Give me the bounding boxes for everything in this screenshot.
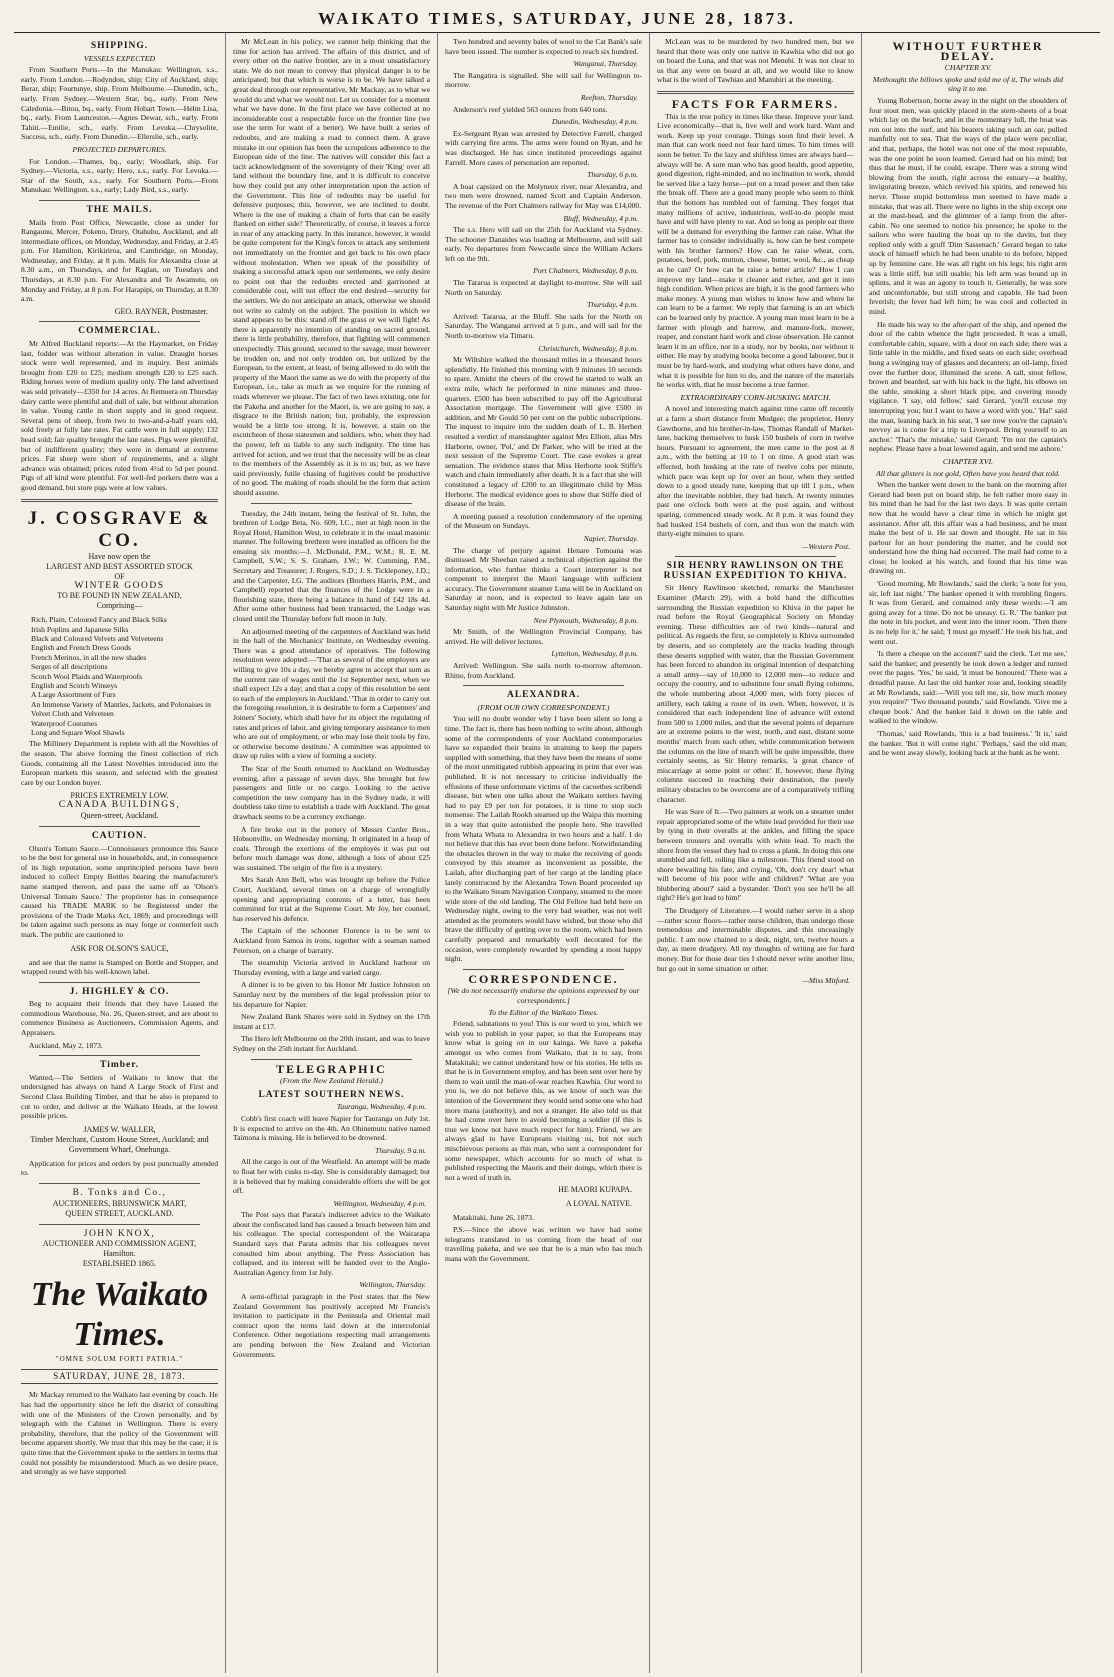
divider xyxy=(39,826,200,827)
facts-for-farmers-heading: FACTS FOR FARMERS. xyxy=(671,96,840,111)
divider xyxy=(463,685,624,686)
cosgrave-text: The Millinery Department is replete with all the Novelties of the season. The above forming the finest collection of rich Goods, containing all the Latest Novelties introduced into the European markets this season, and selected with the greatest care by our London buyer. xyxy=(21,739,218,787)
cosgrave-footer xyxy=(21,791,218,821)
paper-date: SATURDAY, JUNE 28, 1873. xyxy=(21,1369,218,1385)
projected-departures-text: For London.—Thames, bq., early; Woodlark, ship. For Sydney.—Victoria, s.s., early; Hero, s.s., early. For Levuka.—Star of the South, s.s., early. For Southern Ports.—From Manukau: Wellington, s.s., early; Lady Bird, s.s., early. xyxy=(21,156,218,195)
article-paragraph: Mr McLean in his policy, we cannot help thinking that the time for action has arrived. The affairs of this district, and of every other on the native frontier, are in a most unsatisfactory state. We do not mean to convey that physical danger is to be anticipated; but that which is worse is to be. We have talked a great deal through our representative, Mr Mackay, as to what we would do and what we would not. Let us consider for a moment what we have done. In the first place we have collected at no inconsiderable cost a respectable force on the frontier line (we use the term for want of a better). We have built a series of redoubts, and are making a road to connect them. A grave mistake in our opinion has been the scrupulous adherence to the European side of the line. The natives will consider this fact a tacit acknowledgment of the sovereignty of their 'King' over all land without the boundary line, and it is difficult to conceive how they could put any other interpretation upon the action of the Government. This line of redoubts may be useful for defensive purposes; this, however, we are inclined to doubt. Where is the use of making a chain of forts that can be easily flanked on either side? Theoretically, of course, it leaves a force in rear of any attacking party. In this instance, however, it would be quite competent for the King's forces to attack any settlement not immediately on the frontier and get back to his own place without molestation. When we speak of the possibility of making a successful attack upon our settlements, we only desire to point out that the redoubts erected and garrisoned at considerable cost, will not effect the end desired—security for the settlers. We do not anticipate an attack, otherwise we should not write so calmly on the subject. The position in which we stand appears to be this: stand off the grass or we will fight! As there is apparently no intention of standing on sacred ground, there is little probability, therefore, that fighting will commence unexpectedly. This ground, secured to the savage, must however be trodden on, and not only trodden on, but utilized by the European, to the extent, at least, of being allowed to do with the property of the Maori the same as we do with the property of the European, i.e., take as much as we require for the running of roads wherever we please. The fact of two laws existing, one for the Pakeha and another for the Maori, is, we are going to say, a disgrace to the British nation; but, probably, the expression would be a little too strong. It is, however, a stain on the escutcheon of those statesmen and soldiers, who, when they had the power, left us liable to any such indignity. The time has arrived for action, and we trust that the necessity will be as clear to the members of the Assembly as it is to us; but, as we have said previously, futile chasing of fugitives could be productive of no good. The making of roads should be the form that action should assume. xyxy=(233,37,430,497)
dateline: Dunedin, Wednesday, 4 p.m. xyxy=(552,117,638,127)
telegram-text: Anderson's reef yielded 563 ounces from 640 tons. xyxy=(453,104,608,114)
page-masthead: WAIKATO TIMES, SATURDAY, JUNE 28, 1873. xyxy=(14,6,1100,33)
article-paragraph: A fire broke out in the pottery of Messrs Carder Bros., Hobsonville, on Wednesday morning. It originated in a heap of coals. Through the exertions of the employés it was put out before much damage was done, although a loss of about £25 was sustained. The origin of the fire is a mystery. xyxy=(233,824,430,872)
alexandra-text: You will no doubt wonder why I have been silent so long a time. The fact is, there has been nothing to write about, although some of the correspondents of your Auckland contemporaries have so expanded their brains in straining to keep the papers supplied with something, that they have been the means of some of the most unmitigated rubbish appearing in print that ever was published. It is not necessary to criticise individually the effusions of these unfortunate victims of the cacoethes scribendi disease, but when one talks about the Waikato settlers having had to pay £9 per ton for potatoes, it is time to stop such nonsense. The Lailah Rookh steamed up the Waipa this morning in a way that quite astonished the people here. She travelled from Whata Whata to Alexandra in two hours and a half. I do not believe that this has ever been done before. Notwithstanding the obstacles thrown in the way to make the receiving of goods conveyed by this steamer as inconvenient as possible, the Lailah, after discharging part of her cargo at the landing place lately constructed by the Alexandra Town Board proceeded up to the Waikato Steam Navigation Company, steamed to the more wide store of the old landing. The Old Fellow had held here on Wednesday night, owing to the very bad weather, was not well attended as the promoters would have wished, but those who did brave the difficulty of getting over to the room, which had been carefully prepared and remarkably well decorated for the occasion, were completely rewarded by spending a most happy night. xyxy=(445,714,642,964)
cosgrave-line: WINTER GOODS xyxy=(74,580,165,591)
cosgrave-item-list xyxy=(31,615,218,737)
correspondence-continued: McLean was to be murdered by two hundred men, but we heard that there was only one native in Kawhia who did not go on board the Luna, and that was not Menehi. It was not clear to us that any were on board at all, and we would like to know what is the word of Tawhiao and Manuhiri at the meeting. xyxy=(657,37,854,85)
caution-text: Olson's Tomato Sauce.—Connoisseurs pronounce this Sauce to be the best for general use in households, and, in consequence of its high reputation, some unprincipled persons have been induced to collect Empty Bottles bearing the manufacturer's name stamped thereon, and pass the same off as 'Olson's Universal Tomato Sauce.' The proprietor has in consequence caused his TRADE MARK to be Registered under the provisions of the Trade Marks Act, 1869; and proceedings will be taken against such persons as may forge or counterfeit such mark. The public are cautioned to xyxy=(21,843,218,939)
timber-address: Timber Merchant, Custom House Street, Auckland; and Government Wharf, Onehunga. xyxy=(30,1134,209,1154)
tonks-line: AUCTIONEERS, BRUNSWICK MART, xyxy=(52,1198,187,1208)
divider xyxy=(657,91,854,94)
dateline: Wellington, Wednesday, 4 p.m. xyxy=(333,1198,426,1208)
chapter-heading: CHAPTER XVI. xyxy=(942,456,994,466)
highley-date: Auckland, May 2, 1873. xyxy=(29,1040,103,1050)
dateline: Wanganui, Thursday. xyxy=(573,59,638,69)
knox-established: ESTABLISHED 1865. xyxy=(82,1259,157,1269)
knox-town: Hamilton. xyxy=(103,1249,136,1259)
commercial-text: Mr Alfred Buckland reports:—At the Haymarket, on Friday last, fodder was without alteration in value. Draught horses stock were well represented, and in inquiry. Best animals brought from £20 to £25; medium strength £20 to £25 each. Riding horses were of medium quality only. The land advertised was sold privately—£350 for 14 acres. At Remuera on Thursday dairy cattle were plentiful and dull of sale, but without alteration in value. Young cattle in short supply and in good request. Several pens of sheep, from two to two-and-a-half years old, sold freely at fully late rates. Fat cattle were in full supply; 132 head sold; fair quality brought the late rates. Pigs were plentiful, but of indifferent quality; they were in demand at extreme prices. Fat sheep were short of requirements, and a slight advance was obtained; prices ruled from 4½d to 5d per pound. Pigs of all kind were plentiful. For well-fed porkers there was a good demand, but store pigs were at low values. xyxy=(21,339,218,492)
highley-heading: J. HIGHLEY & CO. xyxy=(69,986,170,997)
telegram-text: Two hundred and seventy bales of wool to the Cat Bank's sale have been issued. The number is expected to reach six hundred. xyxy=(445,37,642,56)
paper-motto: "OMNE SOLUM FORTI PATRIA." xyxy=(55,1355,184,1364)
list-item: English and Scotch Winseys xyxy=(31,680,118,690)
divider xyxy=(39,200,200,201)
correspondence-date: Matakitaki, June 26, 1873. xyxy=(453,1212,534,1222)
article-paragraph: An adjourned meeting of the carpenters of Auckland was held in the hall of the Mechanics' Institute, on Wednesday evening. There was a good attendance of operatives. The following resolution were adopted:—'That as several of the employers are willing to give 10s a day, we hereby agree to accept that sum as the current rate of wages until the 1st September next, when we shall expect 12s a day; and that a copy of this resolution be sent to each of the employers in Auckland.' 'That in order to carry out the foregoing resolution, it is desirable to form a Carpenters' and Joiners' Society, which shall have for its object the regulating of rates and prices of labor, and giving temporary assistance to men who are out of employment, or who may lose their tools by fire, or otherwise become destitute.' A committee was appointed to draw up rules with a view of forming a society. xyxy=(233,626,430,761)
highley-text: Beg to acquaint their friends that they have Leased the commodious Warehouse, No. 26, Queen-street, and are about to commence Business as Auctioneers, Commission Agents, and Appraisers. xyxy=(21,999,218,1038)
article-paragraph: Mrs Sarah Ann Bell, who was brought up before the Police Court, Auckland, several times on a charge of wrongfully opening and appropriating contents of a letter, has been committed for trial at the Supreme Court. Mr Joy, her counsel, has reserved his defence. xyxy=(233,875,430,923)
list-item: Black and Coloured Velvets and Velveteens xyxy=(31,633,164,643)
telegram-text: A boat capsized on the Molyneux river, near Alexandra, and two men were drowned, named Scott and Captain Anderson. The revenue of the Port Chalmers railway for May was £14,000. xyxy=(445,181,642,210)
dateline: Thursday, 6 p.m. xyxy=(587,170,638,180)
timber-apply: Application for prices and orders by post punctually attended to. xyxy=(21,1158,218,1178)
knox-heading: JOHN KNOX, xyxy=(83,1228,156,1239)
canada-buildings: CANADA BUILDINGS, xyxy=(58,800,181,811)
article-paragraph: The Drudgery of Literature.—I would rather serve in a shop—rather scour floors—rather nurse children, than undergo those tremendous and interminable disputes, and this unceasingly public. I am now chained to a desk, night, ten, twelve hours a day, as mere drudgery. All my thoughts of writing are for hard money. But for those dear ties I should never write another line, but go out in some situation or other. xyxy=(657,906,854,973)
mails-text: Mails from Post Office, Newcastle, close as under for Rangaunu, Mercer, Pokeno, Drury, Otahuhu, Auckland, and all intermediate offices, on Monday, Wednesday, and Friday, at 2.45 p.m. For Hamilton, Kirikiriroa, and Cambridge, on Monday, Wednesday, and Friday, at 8 p.m. Mails for Alexandra close at 8.30 a.m., on Thursdays, and for Raglan, on Tuesdays and Thursdays, at 8.30 p.m. For Alexandra and Te Awamutu, on Monday and Friday, at 8 p.m. For Harapipi, on Thursday, at 8.30 a.m. xyxy=(21,217,218,304)
corn-husking-text: A novel and interesting match against time came off recently at a farm a short distance from Mudgee; the proprietor, Henry Gawthorne, and his brother-in-law, Thomas Randall of Market-lane, backing themselves to husk 150 bushels of corn in twelve hours. Pursuant to agreement, the men came to the post at 8 a.m., with the betting at 10 to 1 on time. A good start was effected, both husking at the rate of twelve cobs per minute, which pace was kept up for over an hour, when they settled down to a good steady tune, keeping that up till 1 p.m., when after the inevitable nobbler, they had lunch. At twenty minutes past one o'clock both were at the post again, and without sparing, commenced steady work. At 8 p.m. it was found they had husked 154 bushels of corn, and thus won the match with thirty-eight minutes to spare. xyxy=(657,404,854,539)
chapter-heading: CHAPTER XV. xyxy=(944,63,992,73)
leader-text: Mr Mackay returned to the Waikato last evening by coach. He has had the opportunity since he left the district of consulting with one of the Ministers of the Crown personally, and by telegraph with the Cabinet in Wellington. There is every probability, therefore, that the policy of the Government will become apparent shortly. We trust that this may be the case; it is quite time that the Government spoke to the settlers in terms that could not possibly be misunderstood. Much as we desire peace, and strongly as we have supported xyxy=(21,1390,218,1477)
latest-news-heading: LATEST SOUTHERN NEWS. xyxy=(258,1089,405,1100)
dateline: Wellington, Thursday. xyxy=(359,1280,426,1290)
article-paragraph: The Star of the South returned to Auckland on Wednesday evening, after a passage of seven days. She brought but few passengers and little or no cargo. Looking to the active competition the new company has in the Sydney trade, it will doubtless take time to establish a trade with Auckland. The great drawback seems to be a currency exchange. xyxy=(233,763,430,821)
caution-ask-block xyxy=(21,944,218,954)
shipping-heading: SHIPPING. xyxy=(90,41,149,51)
divider xyxy=(39,1183,200,1184)
dateline: New Plymouth, Wednesday, 8 p.m. xyxy=(533,615,638,625)
paper-title-block xyxy=(21,1275,218,1384)
quote-source: —Miss Mitford. xyxy=(802,976,850,986)
dateline: Port Chalmers, Wednesday, 8 p.m. xyxy=(533,266,638,276)
divider xyxy=(463,969,624,970)
list-item: French Merinos, in all the new shades xyxy=(31,652,147,662)
mails-signature: GEO. RAYNER, Postmaster. xyxy=(114,306,208,316)
timber-signature: JAMES W. WALLER, xyxy=(83,1124,156,1134)
cosgrave-line: LARGEST AND BEST ASSORTED STOCK xyxy=(46,561,193,571)
facts-for-farmers-text: This is the true policy in times like these. Improve your land. Live economically—that is, live well and work hard. Want and work. Keep up your courage. Things soon find their level. A man that can work need not fear hard times. To him times will soon be better. To the lazy and shiftless times are always hard—always will be. A sure man who has good health, good appetite, good digestion, right-minded, and no inclination to work, should be served like a lazy horse—put on a tread power and then take the break off. There are a good many people who seem to think that the bottom has tumbled out of farming. They forget that many millions of active, industrious, well-to-do people must have and will have plenty to eat. And so long as people eat there will be a demand for everything the farmer can raise. What the farmer has to consider individually is, how can he best compete with his brother farmers? How can he raise wheat, corn, potatoes, beef, pork, mutton, cheese, butter, wool, &c., as cheap as he can? Or how can he raise a better article? How I can improve my land—make it cleaner and richer, and get it into high condition. When prices are high, it is the good farmers who make money. A young man wishes to know how and where he can learn to be a farmer. We reply that farming is an art which can be learned only by practice. A young man must learn to be a farmer with plough and harrow, and manure-fork, mower, reaper, and constant hard work and close observation. He cannot learn it in an office, nor in a study, nor by books, nor without it either. He may by studying books become a good labourer, but it must be by hard-work, and studying what others have done, and what it is possible for him to do, and the nature of the materials he works with, that he must become a true farmer. xyxy=(657,111,854,390)
telegram-text: Arrived: Tararua, at the Bluff. She sails for the North on Saturday. The Wanganui arrived at 5 p.m., and will sail for the North to-morrow via Timaru. xyxy=(445,311,642,341)
timber-signature-block xyxy=(21,1125,218,1155)
dateline: Thursday, 9 a.m. xyxy=(375,1145,426,1155)
vessels-expected-text: From Southern Ports.—In the Manukau: Wellington, s.s., early. From London.—Rodyndon, ship; City of Auckland, ship; Berar, ship; Fourtunye, ship. From Melbourne.—Dunedin, sch., early. From Sydney.—Western Star, bq., early. From New Caledonia.—Bitou, bq., early. From Hobart Town.—Helin Lisa, bq., early. From Launceston.—Agnes Dewar, sch., early. From Tahiti.—Emilie, sch., early. From Levuka.—Chrysolite, Success, sch., early. From Dunedin.—Ellerslie, sch., early. xyxy=(21,65,218,142)
cosgrave-line: OF xyxy=(114,571,125,581)
dateline: Reefton, Thursday. xyxy=(580,92,638,102)
divider xyxy=(39,1055,200,1056)
corn-husking-heading: EXTRAORDINARY CORN-HUSKING MATCH. xyxy=(680,392,831,402)
telegram-text: Mr Smith, of the Wellington Provincial Company, has arrived. He will deliver lectures. xyxy=(445,627,642,646)
story-paragraph: When the banker went down to the bank on the morning after Gerard had been put on board ship, he felt rather more easy in his mind than he had for the last two days. It was quite certain now that he would have a clear time in which he might get assistance. After all, this affair was a bad business, and he must make the best of it. He sat down and thought. He sat in his parlour for an hour pondering the matter, and he could not understand how the thing had occurred. The mail had come to a close; he looked at his watch, and found that his time was drawing on. xyxy=(869,480,1067,576)
timber-heading: Timber. xyxy=(100,1060,139,1071)
alexandra-source: (FROM OUR OWN CORRESPONDENT.) xyxy=(477,702,610,712)
knox-line: AUCTIONEER AND COMMISSION AGENT, xyxy=(42,1239,197,1249)
tonks-street: QUEEN STREET, AUCKLAND. xyxy=(65,1208,174,1218)
telegram-text: The s.s. Hero will sail on the 25th for Auckland via Sydney. The schooner Danaides was loading at Melbourne, and will sail early. No departures from Newcastle since the William Ackers left on the 9th. xyxy=(445,225,642,263)
article-paragraph: A dinner is to be given to his Honor Mr Justice Johnston on Saturday next by the members of the legal profession prior to his departure for Napier. xyxy=(233,980,430,1009)
knox-advertisement xyxy=(21,1230,218,1270)
rawlinson-text: Sir Henry Rawlinson sketched, remarks the Manchester Examiner (March 29), with a bold hand the difficulties surrounding the Russian expedition to Khiva in the paper he read before the Royal Geographical Society on Monday evening. These difficulties are of two kinds—natural and political. As regards the first, so completely is Khiva surrounded by deserts, and so completely are the tracks leading through these deserts supplied with water, that the Russian Government has been forced to abandon its original intention of despatching a small army—say of 10,000 to 12,000 men—to reduce and occupy the country, and to substitute four small flying columns, the whole numbering about 4,000 men, with forty pieces of artillery, each taking a route of its own. When, however, it is considered that each independent line of advance will extend from 500 to 1,000 miles, and that the several points of departure are at extreme points to the west, north, and east, distant some months' march from each other, while communication between the columns on the line of march will be quite impossible, there certainly seems, as Sir Henry remarks, 'a great chance of miscarriage at some point or other.' If, however, these flying columns succeed in reaching their destination, the purely military obstacles to be overcome are of a comparatively trifling character. xyxy=(657,583,854,804)
telegraphic-heading: TELEGRAPHIC xyxy=(276,1061,387,1076)
telegram-text: A meeting passed a resolution condemnatory of the opening of the Museum on Sundays. xyxy=(445,511,642,531)
telegram-text: Cobb's first coach will leave Napier for Tauranga on July 1st. It is expected to arrive on the 4th. An Ohinemutu native named Taimona is missing. He is believed to be drowned. xyxy=(233,1113,430,1143)
story-paragraph: 'Good morning, Mr Rowlands,' said the clerk; 'a note for you, sir, left last night.' The banker opened it with trembling fingers. It was from Gerard, and contained only these words:—'I am going away for a time. Do not be uneasy. G. R.' The banker put the note in his pocket, and went into the inner room. 'Then there is no help for it,' he said; 'I must go myself.' He took his hat, and went out. xyxy=(869,579,1067,646)
caution-end: and see that the name is Stamped on Bottle and Stopper, and wrapped round with his well-known label. xyxy=(21,957,218,977)
list-item: Irish Poplins and Japanese Silks xyxy=(31,624,129,634)
dateline: Tauranga, Wednesday, 4 p.m. xyxy=(336,1102,426,1112)
list-item: Serges of all descriptions xyxy=(31,662,108,672)
divider xyxy=(39,1224,200,1225)
cosgrave-prices: PRICES EXTREMELY LOW. xyxy=(70,791,169,801)
correspondence-postscript: P.S.—Since the above was written we have had some telegrams translated to us coming from the head of our travelling pakeha, and we see that he is a man who has much mana with the Government. xyxy=(445,1225,642,1263)
list-item: A Large Assortment of Furs xyxy=(31,690,116,700)
commercial-heading: COMMERCIAL. xyxy=(78,326,161,337)
rawlinson-heading: SIR HENRY RAWLINSON ON THE RUSSIAN EXPEDITION TO KHIVA. xyxy=(663,561,848,581)
column-1 xyxy=(14,33,226,1673)
story-paragraph: He made his way to the after-part of the ship, and opened the door of the cabin whence the light proceeded. It was a small, comfortable cabin, square, with a door on each side; there was a little table in the middle, and fixed seats on each side; overhead hung a swinging tray of glasses and decanters; an oil-lamp, fixed over the further door, illumined the scene. A tall, stout fellow, brown and bearded, sat with his back to the light, his elbows on the table, smoking a short black pipe, and covering moody vigilance. 'I say, old fellow,' said Gerard, 'you'll excuse my interrupting you; but I want to have a word with you.' 'Ha!' said the man, leaning back in his seat, 'I see now you're the captain's nevvey as is come for a trip to Liverpool. Bring yourself to an anchor.' 'That's the mistake,' said Gerard; 'I'm not the captain's nephew. Please have a boat lowered again, and send me ashore.' xyxy=(869,319,1067,454)
dateline: Bluff, Wednesday, 4 p.m. xyxy=(563,213,638,223)
story-paragraph: Young Robertson, borne away in the night on the shoulders of four stout men, was quickly placed in the stern-sheets of a boat which lay on the beach; and in the momentary lull, the boat was run out into the surf, and his bearers taking such an oar, pulled manfully out to sea. That the ways of the place were peculiar, and that, perhaps, the hotel was not one of the most reputable, was the one point he soon learned. Gerard had on his mind; but thus that he must, if he could, escape. There was a strong wind blowing from the south, right across the estuary—a healthy, invigorating breeze, which revived his spirits, and renewed his nerve. Those stupid bottomless men seemed to have made a mistake, that was all. There were no lights in the ship except one at the mast-head, and the glimmer of a lamp from the after-cabin. No one seemed to notice his presence; he spoke to the sailors who were hauling the boat up to the davits, but they replied only with a gruff 'Dim Sassenach.' Gerard began to take stock of himself which he had been unable to do before, hipped up by feminine care. He was all right on his legs; his right arm was a little stiff, but still usable; his left arm was bound up in splints, and it was an agony to touch it. Generally, he was sore and uncomfortable, but still strong and capable. He had been feverish; the fever had left him; he was cool and collected in mind. xyxy=(869,95,1067,317)
chapter-verse: Methought the billows spoke and told me of it, The winds did sing it to me. xyxy=(872,74,1064,94)
telegram-text: A semi-official paragraph in the Post states that the New Zealand Government has positively accepted Mr Francis's invitation to participate in the Peninsula and Oriental mail contract upon the terms laid down at the intercolonial Conference. Other negotiations respecting mail arrangements are pending between the New Zealand and Victorian Governments. xyxy=(233,1292,430,1359)
column-3 xyxy=(438,33,650,1673)
list-item: Scotch Wool Plaids and Waterproofs xyxy=(31,671,143,681)
telegram-text: The charge of perjury against Henare Tomoana was dismissed. Mr Sheehan raised a technical objection against the information, who further thinks a Court interpreter is not competent to interpret the Maori language with sufficient accuracy. The Government steamer Luna will be in Auckland on Saturday at noon, and is expected to leave again late on Saturday night with Mr Justice Johnston. xyxy=(445,545,642,613)
telegram-text: All the cargo is out of the Westfield. An attempt will be made to float her with cusks to-day. She is considerably damaged; but it is believed that by making considerable efforts she will be got off. xyxy=(233,1157,430,1196)
caution-ask: ASK FOR OLSON'S SAUCE, xyxy=(70,943,169,953)
timber-text: Wanted,—The Settlers of Waikato to know that the undersigned has always on hand A Large Stock of First and Second Class Building Timber, and that he also is prepared to cut to order, and deliver at the Waikato Heads, at the lowest possible prices. xyxy=(21,1072,218,1121)
list-item: Waterproof Costumes xyxy=(31,718,98,728)
telegram-text: The Post says that Parata's indiscreet advice to the Waikato about the confiscated land has caused a breach between him and his colleague. The special correspondent of the Wairarapa Standard says that Parata admits that his colleagues never consulted him about anything. The Press Association has collapsed, and its interest will be handed over to the Anglo-Australian Agency from 1st July. xyxy=(233,1210,430,1277)
article-paragraph: He was Sure of It.—Two painters at work on a steamer under repair appropriated some of the white lead provided for their use by tying in their overalls at the ankles, and filling the space between trousers and overalls with white lead. To reach the shore from the vessel they had to cross a plank. In doing this one stumbled and fell, rolling like a milestone. This friend stood on shore bewailing his fate, and crying, 'Oh, don't cry dear! what will become of his poor wife and children?' 'What are you blubbering about?' said a bystander. 'Don't you see he'll be all right? He's got lead to him!' xyxy=(657,807,854,903)
column-5 xyxy=(862,33,1074,1673)
telegraphic-source: (From the New Zealand Herald.) xyxy=(279,1076,383,1086)
canada-street: Queen-street, Auckland. xyxy=(80,810,159,820)
story-heading: WITHOUT FURTHER DELAY. xyxy=(892,39,1044,63)
list-item: Long and Square Wool Shawls xyxy=(31,728,125,737)
list-item: Rich, Plain, Coloured Fancy and Black Silks xyxy=(31,615,167,625)
vessels-expected-heading: VESSELS EXPECTED xyxy=(83,53,156,63)
article-paragraph: New Zealand Bank Shares were sold in Sydney on the 17th instant at £17. xyxy=(233,1012,430,1031)
correspondence-signature: HE MAORI KUPAPA. xyxy=(558,1185,632,1195)
cosgrave-line: TO BE FOUND IN NEW ZEALAND, xyxy=(57,591,182,601)
alexandra-heading: ALEXANDRA. xyxy=(506,690,581,701)
tonks-heading: B. Tonks and Co., xyxy=(72,1188,167,1198)
telegram-text: The Tararua is expected at daylight to-morrow. She will sail North on Saturday. xyxy=(445,278,642,297)
cosgrave-line: Have now open the xyxy=(88,551,151,561)
story-paragraph: 'Is there a cheque on the account?' said the clerk. 'Let me see,' said the banker; and presently he took down a ledger and turned over the pages. 'Yes,' he said, 'it must be honoured.' There was a dreadful pause. At last the old banker rose and, looking steadily at Mr Rowlands, said:—'Will you tell me, sir, how much money you require?' 'Two thousand pounds,' said Rowlands. 'Give me a cheque book.' And the banker laid it down on the table and walked to the window. xyxy=(869,649,1067,726)
divider xyxy=(39,321,200,322)
list-item: English and French Dress Goods xyxy=(31,643,131,653)
divider xyxy=(675,556,836,557)
corn-husking-source: —Western Post. xyxy=(801,541,850,551)
columns xyxy=(14,33,1100,1673)
correspondence-disclaimer: [We do not necessarily endorse the opinions expressed by our correspondents.] xyxy=(447,986,640,1006)
cosgrave-advertisement xyxy=(21,508,218,612)
column-4 xyxy=(650,33,862,1673)
article-paragraph: The Hero left Melbourne on the 20th instant, and was to leave Sydney on the 25th instant for Auckland. xyxy=(233,1034,430,1053)
divider xyxy=(21,499,218,502)
article-paragraph: The steamship Victoria arrived in Auckland harbour on Thursday evening, with a large and varied cargo. xyxy=(233,958,430,977)
telegram-text: The Rangatira is signalled. She will sail for Wellington to-morrow. xyxy=(445,70,642,90)
correspondence-heading: CORRESPONDENCE. xyxy=(468,971,619,986)
projected-departures-heading: PROJECTED DEPARTURES. xyxy=(72,144,167,154)
cosgrave-name: J. COSGRAVE & CO. xyxy=(27,507,212,551)
tonks-advertisement xyxy=(21,1189,218,1219)
column-2 xyxy=(226,33,438,1673)
dateline: Thursday, 4 p.m. xyxy=(587,300,638,310)
telegram-text: Mr Wiltshire walked the thousand miles in a thousand hours splendidly. He finished this morning with 9 minutes 10 seconds to spare. Amidst the cheers of the crowd he started to walk an extra mile, which he performed in nine minutes and three-quarters. £500 has been subscribed to pay off the Agricultural Association mortgage. The Government will give £500 in addition, and Mr Gould 50 per cent on the public subscriptions. The inquest to inquire into the sudden death of L. B. Herbert resulted a verdict of manslaughter against Mrs Elliott, alias Mrs Harborte, owner, 'Pol,' and Dr Parker, who will be tried at the next session of the Supreme Court. The case evokes a great sensation. The evidence states that Miss Herborte took Stiffe's watch and chain immediately after death. It is a fact that she will constituted a legacy of £200 to an illegitimate child by Miss Herborte. The medical evidence goes to show that Stiffe died of disease of the brain. xyxy=(445,355,642,509)
chapter-verse: All that glisters is not gold, Often have you heard that told. xyxy=(875,468,1060,478)
article-paragraph: Tuesday, the 24th instant, being the festival of St. John, the brethren of Lodge Beta, No. 609, I.C., met at high noon in the Royal Hotel, Hamilton West, to celebrate it in the usual masonic manner. The following brethren were installed as officers for the ensuing six months:—J. McDonald, P.M., W.M.; R. E. M. Campbell, S.W.; S. S. Graham, J.W.; W. Cumming, P.M., Secretary and Treasurer; J. Rogers, S.D.; J. S. Tickleponey, J.D.; and the Carpenter, I.G. The auditors (Brothers Harris, P.M., and Campbell) reported that the finances of the Lodge were in a flourishing state, there being a balance in hand of £42 18s 4d. After some other business had been transacted, the Lodge was closed until the Thursday before full moon in July. xyxy=(233,508,430,624)
list-item: An Immense Variety of Mantles, Jackets, and Polonaises in Velvet Cloth and Velveteen xyxy=(31,699,211,719)
telegram-text: Arrived: Wellington. She sails north to-morrow afternoon. Rhino, from Auckland. xyxy=(445,661,642,680)
correspondence-signature: A LOYAL NATIVE. xyxy=(565,1198,632,1208)
story-paragraph: 'Thomas,' said Rowlands, 'this is a bad business.' 'It is,' said the banker. 'But it will come right.' 'Perhaps,' said the old man; and he went away slowly, looking back at the bank as he went. xyxy=(869,728,1067,758)
divider xyxy=(251,503,412,504)
divider xyxy=(39,982,200,983)
correspondence-text: Friend, salutations to you! This is our word to you, which we wish you to publish in your paper, so that the Europeans may know what is going on in our kainga. We have a pakeha amongst us who comes from Waikato, that is to say, from Matakitaki; we cannot understand how or his stories. He tells us that he is in Government employ, and has been sent over here by them to wait until the man-of-war reaches Kawhia. Our word to you is, we do not believe this, as we know of such was the intention of the Government they would send some one who had more mana (authority), and not a stranger. He also told us that he had come over here to avoid becoming a soldier (if this is true we know not have much respect for him). Friend, we are always glad to have Europeans visiting us, but not such mischievous persons as this man, who sent a correspondent for some newspaper, which accounts for so much of what is published respecting the Maoris and their doings, which there is not a word of truth in. xyxy=(445,1019,642,1182)
paper-title: The Waikato Times. xyxy=(30,1276,209,1354)
dateline: Christchurch, Wednesday, 8 p.m. xyxy=(538,343,638,353)
mails-heading: THE MAILS. xyxy=(86,204,153,215)
correspondence-addressee: To the Editor of the Waikato Times. xyxy=(488,1007,599,1017)
dateline: Napier, Thursday. xyxy=(583,533,638,543)
divider xyxy=(251,1059,412,1060)
article-paragraph: The Captain of the schooner Florence is to be sent to Auckland from Samoa in irons, together with a seaman named Peterson, on a charge of barratry. xyxy=(233,926,430,955)
cosgrave-line: Comprising— xyxy=(96,601,143,611)
caution-heading: CAUTION. xyxy=(91,830,148,841)
telegram-text: Ex-Sergeant Ryan was arrested by Detective Farrell, charged with carrying fire arms. The arms were found on Ryan, and he was discharged. He has since instituted proceedings against Farrell. More cases of personation are reported. xyxy=(445,128,642,167)
dateline: Lyttelton, Wednesday, 8 p.m. xyxy=(551,649,638,659)
